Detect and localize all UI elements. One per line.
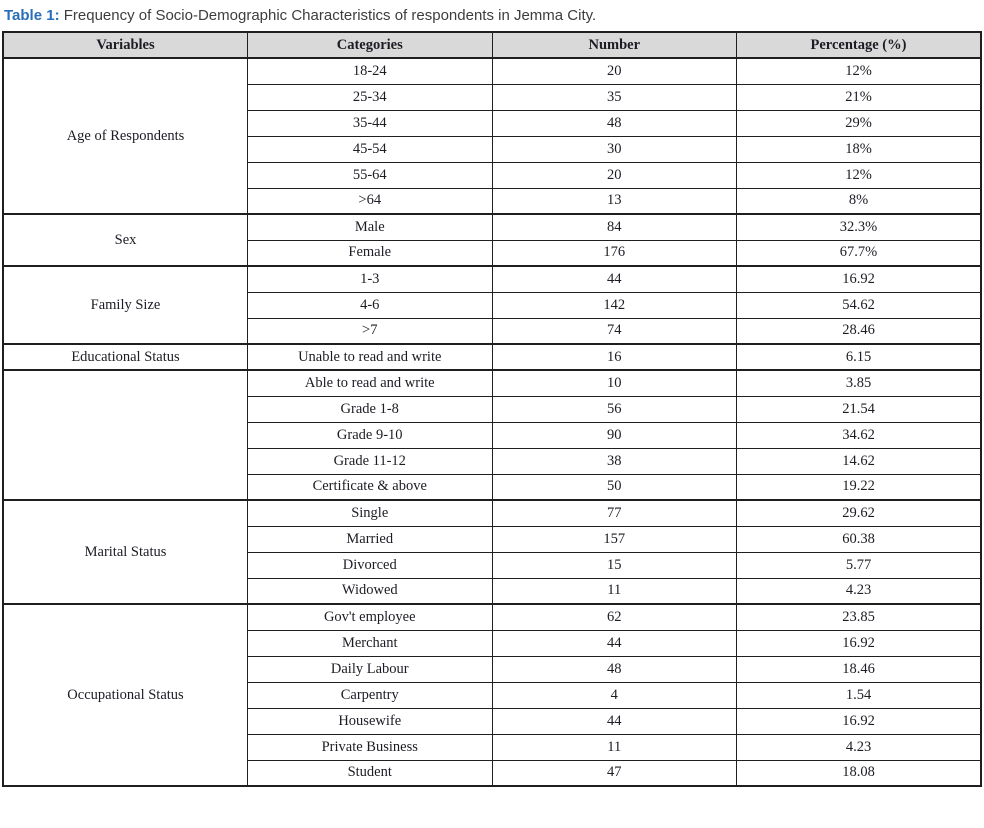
- category-cell: 35-44: [248, 110, 493, 136]
- variable-cell: Educational Status: [3, 344, 248, 370]
- category-cell: Female: [248, 240, 493, 266]
- percentage-cell: 21%: [737, 84, 982, 110]
- table-body: [3, 58, 981, 786]
- percentage-cell: 23.85: [737, 604, 982, 630]
- percentage-cell: 21.54: [737, 396, 982, 422]
- category-cell: 4-6: [248, 292, 493, 318]
- percentage-cell: 29.62: [737, 500, 982, 526]
- percentage-cell: 4.23: [737, 734, 982, 760]
- percentage-cell: 16.92: [737, 266, 982, 292]
- number-cell: 47: [492, 760, 737, 786]
- percentage-cell: 18%: [737, 136, 982, 162]
- category-cell: Certificate & above: [248, 474, 493, 500]
- table-row: [3, 344, 981, 370]
- number-cell: 44: [492, 708, 737, 734]
- category-cell: 25-34: [248, 84, 493, 110]
- table-row: [3, 266, 981, 292]
- percentage-cell: 32.3%: [737, 214, 982, 240]
- table-header: [3, 32, 981, 58]
- table-row: [3, 58, 981, 84]
- category-cell: 18-24: [248, 58, 493, 84]
- percentage-cell: 5.77: [737, 552, 982, 578]
- variable-cell: Marital Status: [3, 500, 248, 604]
- number-cell: 11: [492, 578, 737, 604]
- table-row: [3, 214, 981, 240]
- percentage-cell: 3.85: [737, 370, 982, 396]
- table-caption-text: Frequency of Socio-Demographic Characteristics of respondents in Jemma City.: [59, 7, 597, 24]
- percentage-cell: 16.92: [737, 708, 982, 734]
- percentage-cell: 14.62: [737, 448, 982, 474]
- number-cell: 11: [492, 734, 737, 760]
- column-header-categories: Categories: [248, 32, 493, 58]
- category-cell: Carpentry: [248, 682, 493, 708]
- category-cell: Housewife: [248, 708, 493, 734]
- percentage-cell: 4.23: [737, 578, 982, 604]
- percentage-cell: 12%: [737, 162, 982, 188]
- percentage-cell: 12%: [737, 58, 982, 84]
- category-cell: >7: [248, 318, 493, 344]
- category-cell: Single: [248, 500, 493, 526]
- category-cell: Able to read and write: [248, 370, 493, 396]
- number-cell: 74: [492, 318, 737, 344]
- header-row: [3, 32, 981, 58]
- category-cell: 1-3: [248, 266, 493, 292]
- variable-cell: [3, 370, 248, 500]
- variable-cell: Family Size: [3, 266, 248, 344]
- table-caption: [4, 7, 982, 24]
- percentage-cell: 1.54: [737, 682, 982, 708]
- socio-demographic-table: [2, 31, 982, 787]
- category-cell: Daily Labour: [248, 656, 493, 682]
- category-cell: Student: [248, 760, 493, 786]
- number-cell: 38: [492, 448, 737, 474]
- category-cell: 45-54: [248, 136, 493, 162]
- category-cell: Male: [248, 214, 493, 240]
- number-cell: 35: [492, 84, 737, 110]
- number-cell: 13: [492, 188, 737, 214]
- percentage-cell: 6.15: [737, 344, 982, 370]
- number-cell: 44: [492, 266, 737, 292]
- category-cell: Private Business: [248, 734, 493, 760]
- percentage-cell: 28.46: [737, 318, 982, 344]
- category-cell: 55-64: [248, 162, 493, 188]
- percentage-cell: 60.38: [737, 526, 982, 552]
- category-cell: Merchant: [248, 630, 493, 656]
- number-cell: 157: [492, 526, 737, 552]
- number-cell: 48: [492, 110, 737, 136]
- number-cell: 16: [492, 344, 737, 370]
- category-cell: Grade 9-10: [248, 422, 493, 448]
- number-cell: 142: [492, 292, 737, 318]
- number-cell: 50: [492, 474, 737, 500]
- table-caption-number: Table 1:: [4, 7, 60, 24]
- percentage-cell: 19.22: [737, 474, 982, 500]
- number-cell: 56: [492, 396, 737, 422]
- number-cell: 48: [492, 656, 737, 682]
- table-row: [3, 604, 981, 630]
- category-cell: Divorced: [248, 552, 493, 578]
- percentage-cell: 18.08: [737, 760, 982, 786]
- percentage-cell: 8%: [737, 188, 982, 214]
- variable-cell: Occupational Status: [3, 604, 248, 786]
- category-cell: Grade 11-12: [248, 448, 493, 474]
- percentage-cell: 16.92: [737, 630, 982, 656]
- category-cell: Grade 1-8: [248, 396, 493, 422]
- variable-cell: Age of Respondents: [3, 58, 248, 214]
- category-cell: Married: [248, 526, 493, 552]
- number-cell: 15: [492, 552, 737, 578]
- number-cell: 20: [492, 58, 737, 84]
- number-cell: 20: [492, 162, 737, 188]
- number-cell: 62: [492, 604, 737, 630]
- column-header-variables: Variables: [3, 32, 248, 58]
- number-cell: 4: [492, 682, 737, 708]
- percentage-cell: 18.46: [737, 656, 982, 682]
- table-row: [3, 370, 981, 396]
- number-cell: 10: [492, 370, 737, 396]
- variable-cell: Sex: [3, 214, 248, 266]
- number-cell: 90: [492, 422, 737, 448]
- category-cell: Gov't employee: [248, 604, 493, 630]
- percentage-cell: 54.62: [737, 292, 982, 318]
- number-cell: 77: [492, 500, 737, 526]
- percentage-cell: 67.7%: [737, 240, 982, 266]
- table-row: [3, 500, 981, 526]
- percentage-cell: 34.62: [737, 422, 982, 448]
- number-cell: 44: [492, 630, 737, 656]
- column-header-percentage: Percentage (%): [737, 32, 982, 58]
- category-cell: >64: [248, 188, 493, 214]
- category-cell: Unable to read and write: [248, 344, 493, 370]
- percentage-cell: 29%: [737, 110, 982, 136]
- number-cell: 176: [492, 240, 737, 266]
- category-cell: Widowed: [248, 578, 493, 604]
- number-cell: 30: [492, 136, 737, 162]
- number-cell: 84: [492, 214, 737, 240]
- column-header-number: Number: [492, 32, 737, 58]
